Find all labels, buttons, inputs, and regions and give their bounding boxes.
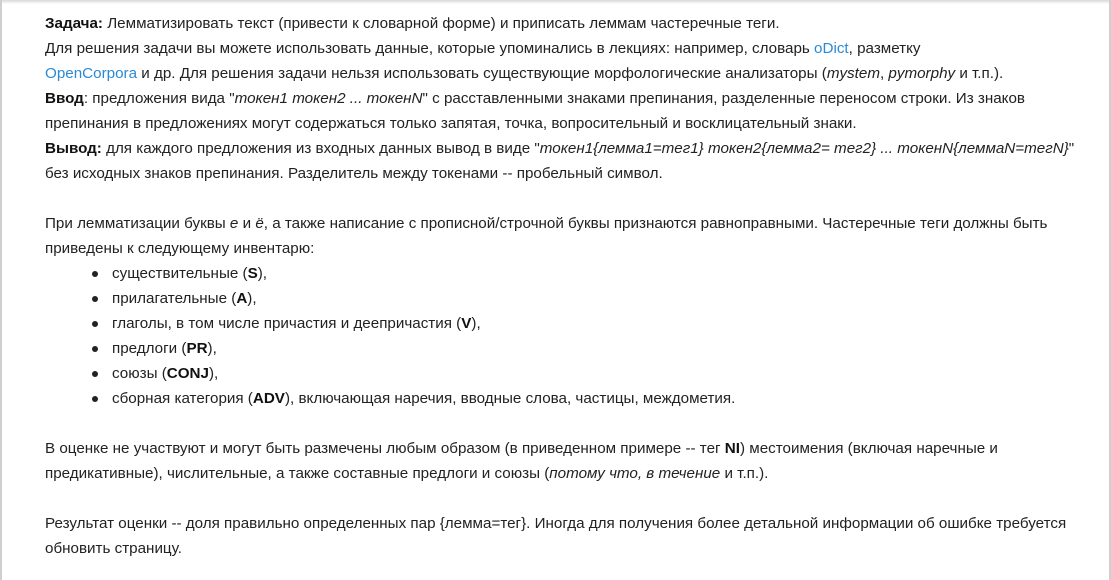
task-text: Лемматизировать текст (привести к словарной форме) и приписать леммам частеречные теги.: [103, 15, 780, 32]
scoring-paragraph: [45, 511, 1095, 561]
data-note-text-1: Для решения задачи вы можете использовать данные, которые упоминались в лекциях: например, словарь: [45, 40, 815, 57]
pos-tag: PR: [186, 340, 208, 357]
exclusions-paragraph: [45, 436, 1095, 486]
list-item: союзы (CONJ),: [112, 361, 1095, 386]
scoring-text: Результат оценки -- доля правильно определенных пар {лемма=тег}. Иногда для получения более детальной информации об ошибке требуется обновить страницу.: [45, 515, 1067, 557]
data-note-text-2: , разметку: [848, 40, 921, 57]
data-note-text-3: и др. Для решения задачи нельзя использовать существующие морфологические анализаторы (: [137, 65, 827, 82]
list-item: сборная категория (ADV), включающая наречия, вводные слова, частицы, междометия.: [112, 386, 1095, 411]
input-text-2: " с расставленными знаками препинания, разделенные переносом строки. Из знаков препинания в предложениях могут содержаться только запятая, точка, вопросительный и восклицательный знаки.: [45, 90, 1026, 132]
input-example: токен1 токен2 ... токенN: [234, 90, 423, 107]
letter-e: е: [229, 215, 239, 232]
rules-paragraph: [45, 211, 1095, 261]
data-note-sep: ,: [879, 65, 889, 82]
left-border: [0, 0, 2, 580]
letter-yo: ё: [255, 215, 264, 232]
pos-tag-list: [45, 261, 1095, 411]
list-item: глаголы, в том числе причастия и деепричастия (V),: [112, 311, 1095, 336]
mystem-example: mystem: [826, 65, 880, 82]
list-item: предлоги (PR),: [112, 336, 1095, 361]
paragraph-gap: [45, 486, 1095, 511]
rules-and: и: [238, 215, 256, 232]
paragraph-gap: [45, 186, 1095, 211]
odict-link[interactable]: oDict: [814, 40, 849, 57]
rules-text-2: , а также написание с прописной/строчной буквы признаются равноправными. Частеречные теги должны быть приведены к следующему инвентарю:: [45, 215, 1048, 257]
input-paragraph: [45, 86, 1095, 136]
output-label: Вывод:: [45, 140, 102, 157]
problem-statement: [45, 11, 1095, 561]
input-text-1: : предложения вида ": [83, 90, 235, 107]
pymorphy-example: pymorphy: [888, 65, 956, 82]
pos-tag: S: [247, 265, 258, 282]
top-border: [0, 0, 1111, 4]
exclusions-text-2: ) местоимения (включая наречные и предикативные), числительные, а также составные предлоги и союзы (: [45, 440, 998, 482]
list-item: существительные (S),: [112, 261, 1095, 286]
ni-tag: NI: [724, 440, 740, 457]
output-example: токен1{лемма1=тег1} токен2{лемма2= тег2} ... токенN{леммаN=тегN}: [539, 140, 1069, 157]
pos-tag: A: [236, 290, 248, 307]
output-paragraph: [45, 136, 1095, 186]
opencorpora-link[interactable]: OpenCorpora: [45, 65, 138, 82]
rules-text-1: При лемматизации буквы: [45, 215, 230, 232]
list-item: прилагательные (A),: [112, 286, 1095, 311]
pos-tag: ADV: [252, 390, 285, 407]
task-paragraph: [45, 11, 1095, 36]
output-text-1: для каждого предложения из входных данных вывод в виде ": [101, 140, 540, 157]
paragraph-gap: [45, 411, 1095, 436]
data-note-text-4: и т.п.).: [955, 65, 1004, 82]
pos-tag: CONJ: [166, 365, 209, 382]
task-label: Задача:: [45, 15, 103, 32]
exclusions-text-1: В оценке не участвуют и могут быть размечены любым образом (в приведенном примере -- тег: [45, 440, 725, 457]
input-label: Ввод: [45, 90, 84, 107]
pos-tag: V: [461, 315, 472, 332]
data-note-paragraph: [45, 36, 1095, 86]
output-text-2: " без исходных знаков препинания. Разделитель между токенами -- пробельный символ.: [45, 140, 1075, 182]
exclusions-examples: потому что, в течение: [549, 465, 725, 482]
exclusions-text-3: и т.п.).: [724, 465, 769, 482]
